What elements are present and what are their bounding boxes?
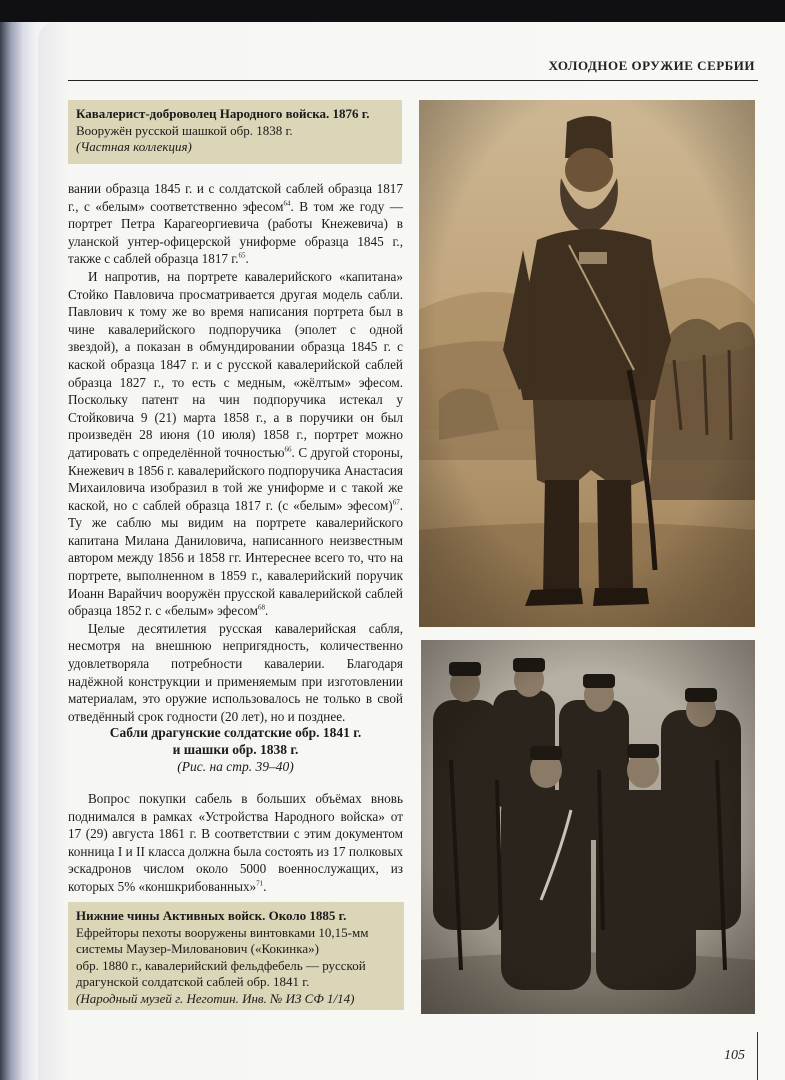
scanner-edge xyxy=(0,0,785,22)
footnote-ref: 67 xyxy=(392,498,400,507)
caption-bottom-line2: системы Маузер-Милованович («Кокинка») xyxy=(76,941,319,956)
caption-bottom-title: Нижние чины Активных войск. Около 1885 г. xyxy=(76,908,347,923)
gutter-line xyxy=(757,1032,758,1080)
section-title-line2: и шашки обр. 1838 г. xyxy=(172,742,299,757)
photo-cavalryman xyxy=(419,100,755,627)
paragraph-1 xyxy=(68,180,403,268)
p2-text-b: . С другой стороны, Кнежевич в 1856 г. кавалерийского подпоручика Анастасия Михаиловича изобразил в той же униформе и с такой же каской, но с саблей образца 1817 г. (с «белым» эфесом) xyxy=(68,444,403,513)
photo-cavalryman-image xyxy=(419,100,755,627)
caption-bottom-line1: Ефрейторы пехоты вооружены винтовками 10,15-мм xyxy=(76,924,369,940)
caption-bottom-line3: обр. 1880 г., кавалерийский фельдфебель — русской xyxy=(76,957,366,973)
footnote-ref: 64 xyxy=(283,199,291,208)
footnote-ref: 65 xyxy=(238,251,246,260)
footnote-ref: 71 xyxy=(256,879,264,888)
p2-text-c: . Ту же саблю мы видим на портрете кавалерийского капитана Милана Даниловича, написанного неизвестным автором между 1856 и 1858 гг. Интереснее всего то, что на портрете, выполненном в 1859 г., кавалерийский поручик Иоанн Варайчич вооружён прусской кавалерийской саблей образца 1852 г. с «белым» эфесом xyxy=(68,497,403,619)
running-head: ХОЛОДНОЕ ОРУЖИЕ СЕРБИИ xyxy=(548,58,755,73)
p1-text-b: . В том же году — портрет Петра Карагеоргиевича (работы Кнежевича) в уланской унтер-офицерской униформе образца 1845 г., также с саблей образца 1817 г. xyxy=(68,198,403,267)
header-rule xyxy=(68,80,758,81)
section-title-line1: Сабли драгунские солдатские обр. 1841 г. xyxy=(109,725,362,740)
section-subtitle: (Рис. на стр. 39–40) xyxy=(177,759,294,774)
caption-bottom xyxy=(68,902,404,1010)
paragraph-4 xyxy=(68,790,403,896)
caption-bottom-note: (Народный музей г. Неготин. Инв. № ИЗ СФ 1/14) xyxy=(76,990,355,1006)
p2-text-a: И напротив, на портрете кавалерийского «капитана» Стойко Павловича просматривается другая модель сабли. Павлович к тому же во время написания портрета был в чине кавалерийского подпоручика (эполет с одной звездой), а показан в обмундировании образца 1845 г. с каской образца 1847 г. и с русской кавалерийской саблей образца 1827 г., то есть с медным, «жёлтым» эфесом. Поскольку патент на чин подпоручика истекал у Стойковича 9 (21) марта 1858 г., а в поручики он был произведён 28 июня (10 июля) 1858 г., портрет можно датировать с определённой точностью xyxy=(68,268,403,460)
caption-bottom-line4: драгунской солдатской саблей обр. 1841 г. xyxy=(76,974,310,989)
p1-text-c: . xyxy=(245,251,249,267)
caption-top xyxy=(68,100,402,164)
body-text-upper xyxy=(68,180,403,725)
section-heading xyxy=(68,724,403,775)
footnote-ref: 68 xyxy=(258,603,266,612)
p4-text-a: Вопрос покупки сабель в больших объёмах вновь поднимался в рамках «Устройства Народного войска» от 17 (29) августа 1861 г. В соответствии с этим документом конница I и II класса должна была состоять из 17 полковых эскадронов числом около 5000 военнослужащих, из которых 5% «коншкрибованных» xyxy=(68,791,403,894)
footnote-ref: 66 xyxy=(284,445,292,454)
photo-soldiers-group xyxy=(421,640,755,1014)
photo-soldiers-group-image xyxy=(421,640,755,1014)
body-text-lower xyxy=(68,790,403,896)
caption-top-title: Кавалерист-доброволец Народного войска. 1876 г. xyxy=(76,106,370,121)
paragraph-2 xyxy=(68,268,403,620)
p1-text-a: вании образца 1845 г. и с солдатской саблей образца 1817 г., с «белым» соответственно эфесом xyxy=(68,181,403,214)
caption-top-line: Вооружён русской шашкой обр. 1838 г. xyxy=(76,122,293,138)
caption-top-note: (Частная коллекция) xyxy=(76,139,192,154)
paragraph-3: Целые десятилетия русская кавалерийская сабля, несмотря на внешнюю непригядность, количественно удовлетворяла потребности кавалерии. Благодаря надёжной конструкции и применяемым при изготовлении материалам, это оружие использовалось не только в свой отведённый срок годности (20 лет), но и позднее. xyxy=(68,620,403,724)
p2-text-d: . xyxy=(265,603,269,619)
p4-text-b: . xyxy=(263,878,267,894)
page-number: 105 xyxy=(724,1048,745,1063)
